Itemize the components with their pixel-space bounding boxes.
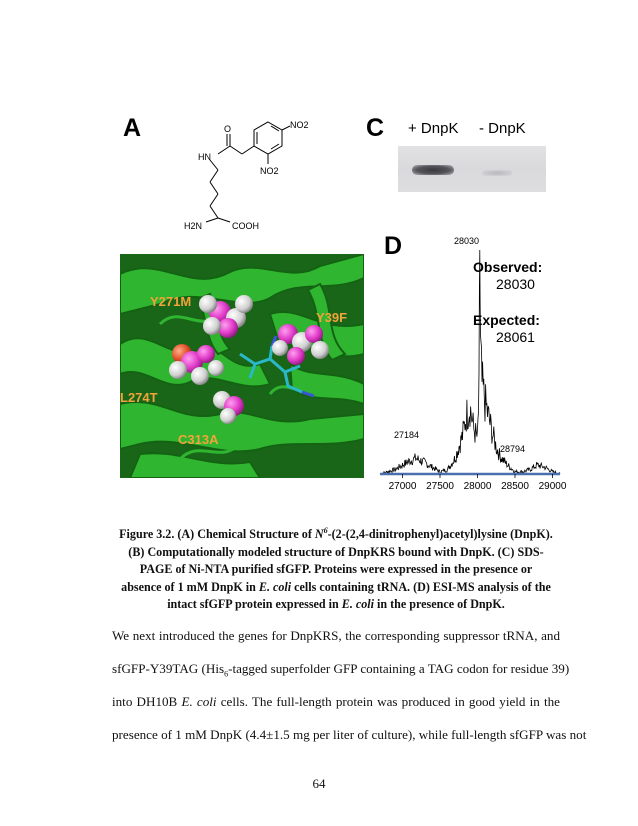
esi-ms-spectrum — [370, 228, 570, 498]
figure-caption — [112, 522, 560, 614]
panel-a-label: A — [123, 114, 142, 142]
body-line-3: into DH10B E. coli cells. The full-length protein was produced in good yield in the — [112, 694, 560, 709]
caption-line-4: absence of 1 mM DnpK in E. coli cells containing tRNA. (D) ESI-MS analysis of the — [121, 579, 551, 594]
peak-label-left: 27184 — [394, 430, 420, 440]
caption-n6: $N^6$ — [314, 526, 328, 542]
dnpkrs-model-image — [120, 254, 364, 478]
gel-image — [398, 146, 546, 192]
expected-label: Expected: — [473, 312, 540, 328]
no2-ring-label: NO2 — [260, 166, 279, 176]
body-line-4: presence of 1 mM DnpK (4.4±1.5 mg per liter of culture), while full-length sfGFP was not — [112, 727, 587, 742]
body-line-2: sfGFP-Y39TAG (His$_6$-tagged superfolder GFP containing a TAG codon for residue 39) — [112, 661, 570, 679]
no2-top-label: NO2 — [290, 120, 309, 130]
observed-value: 28030 — [496, 276, 535, 292]
caption-line-5: intact sfGFP protein expressed in E. coli in the presence of DnpK. — [167, 597, 505, 612]
panel-c-label: C — [366, 114, 385, 142]
peak-label-right: 28794 — [500, 444, 526, 454]
observed-label: Observed: — [473, 259, 543, 275]
peak-label-main: 28030 — [454, 236, 480, 246]
body-line-1: We next introduced the genes for DnpKRS, the corresponding suppressor tRNA, and — [112, 628, 560, 643]
oxygen-label: O — [224, 124, 232, 134]
h2n-label: H2N — [184, 221, 203, 231]
panel-d-label: D — [384, 232, 403, 260]
hn-label: HN — [198, 152, 211, 162]
x-tick-label-1: 27500 — [426, 481, 454, 492]
ms-plot-area — [380, 250, 567, 492]
page-number: 64 — [312, 776, 326, 791]
residue-label-l274t: L274T — [120, 390, 158, 405]
gel-band-minus — [482, 170, 512, 176]
residue-label-y271m: Y271M — [150, 294, 192, 309]
gel-lane-plus-label: + DnpK — [408, 120, 459, 137]
residue-label-c313a: C313A — [178, 432, 219, 447]
gel-lane-minus-label: - DnpK — [479, 120, 526, 137]
x-tick-label-2: 28000 — [463, 481, 492, 492]
x-tick-label-0: 27000 — [388, 481, 417, 492]
x-tick-label-4: 29000 — [538, 481, 567, 492]
dnpk-chemical-structure — [180, 104, 320, 234]
x-tick-label-3: 28500 — [501, 481, 529, 492]
cooh-label: COOH — [232, 221, 259, 231]
expected-value: 28061 — [496, 329, 535, 345]
caption-line-1: Figure 3.2. (A) Chemical Structure of $N^6-(2-(2,4-dinitrophenyl)acetyl)lysine$ (DnpK). — [119, 526, 553, 542]
caption-line-2: (B) Computationally modeled structure of DnpKRS bound with DnpK. (C) SDS- — [128, 544, 544, 559]
caption-figure-number: Figure 3.2. — [119, 527, 175, 542]
caption-line-3: PAGE of Ni-NTA purified sfGFP. Proteins were expressed in the presence or — [139, 562, 533, 577]
gel-band-plus — [412, 165, 454, 175]
residue-label-y39f: Y39F — [316, 310, 348, 325]
